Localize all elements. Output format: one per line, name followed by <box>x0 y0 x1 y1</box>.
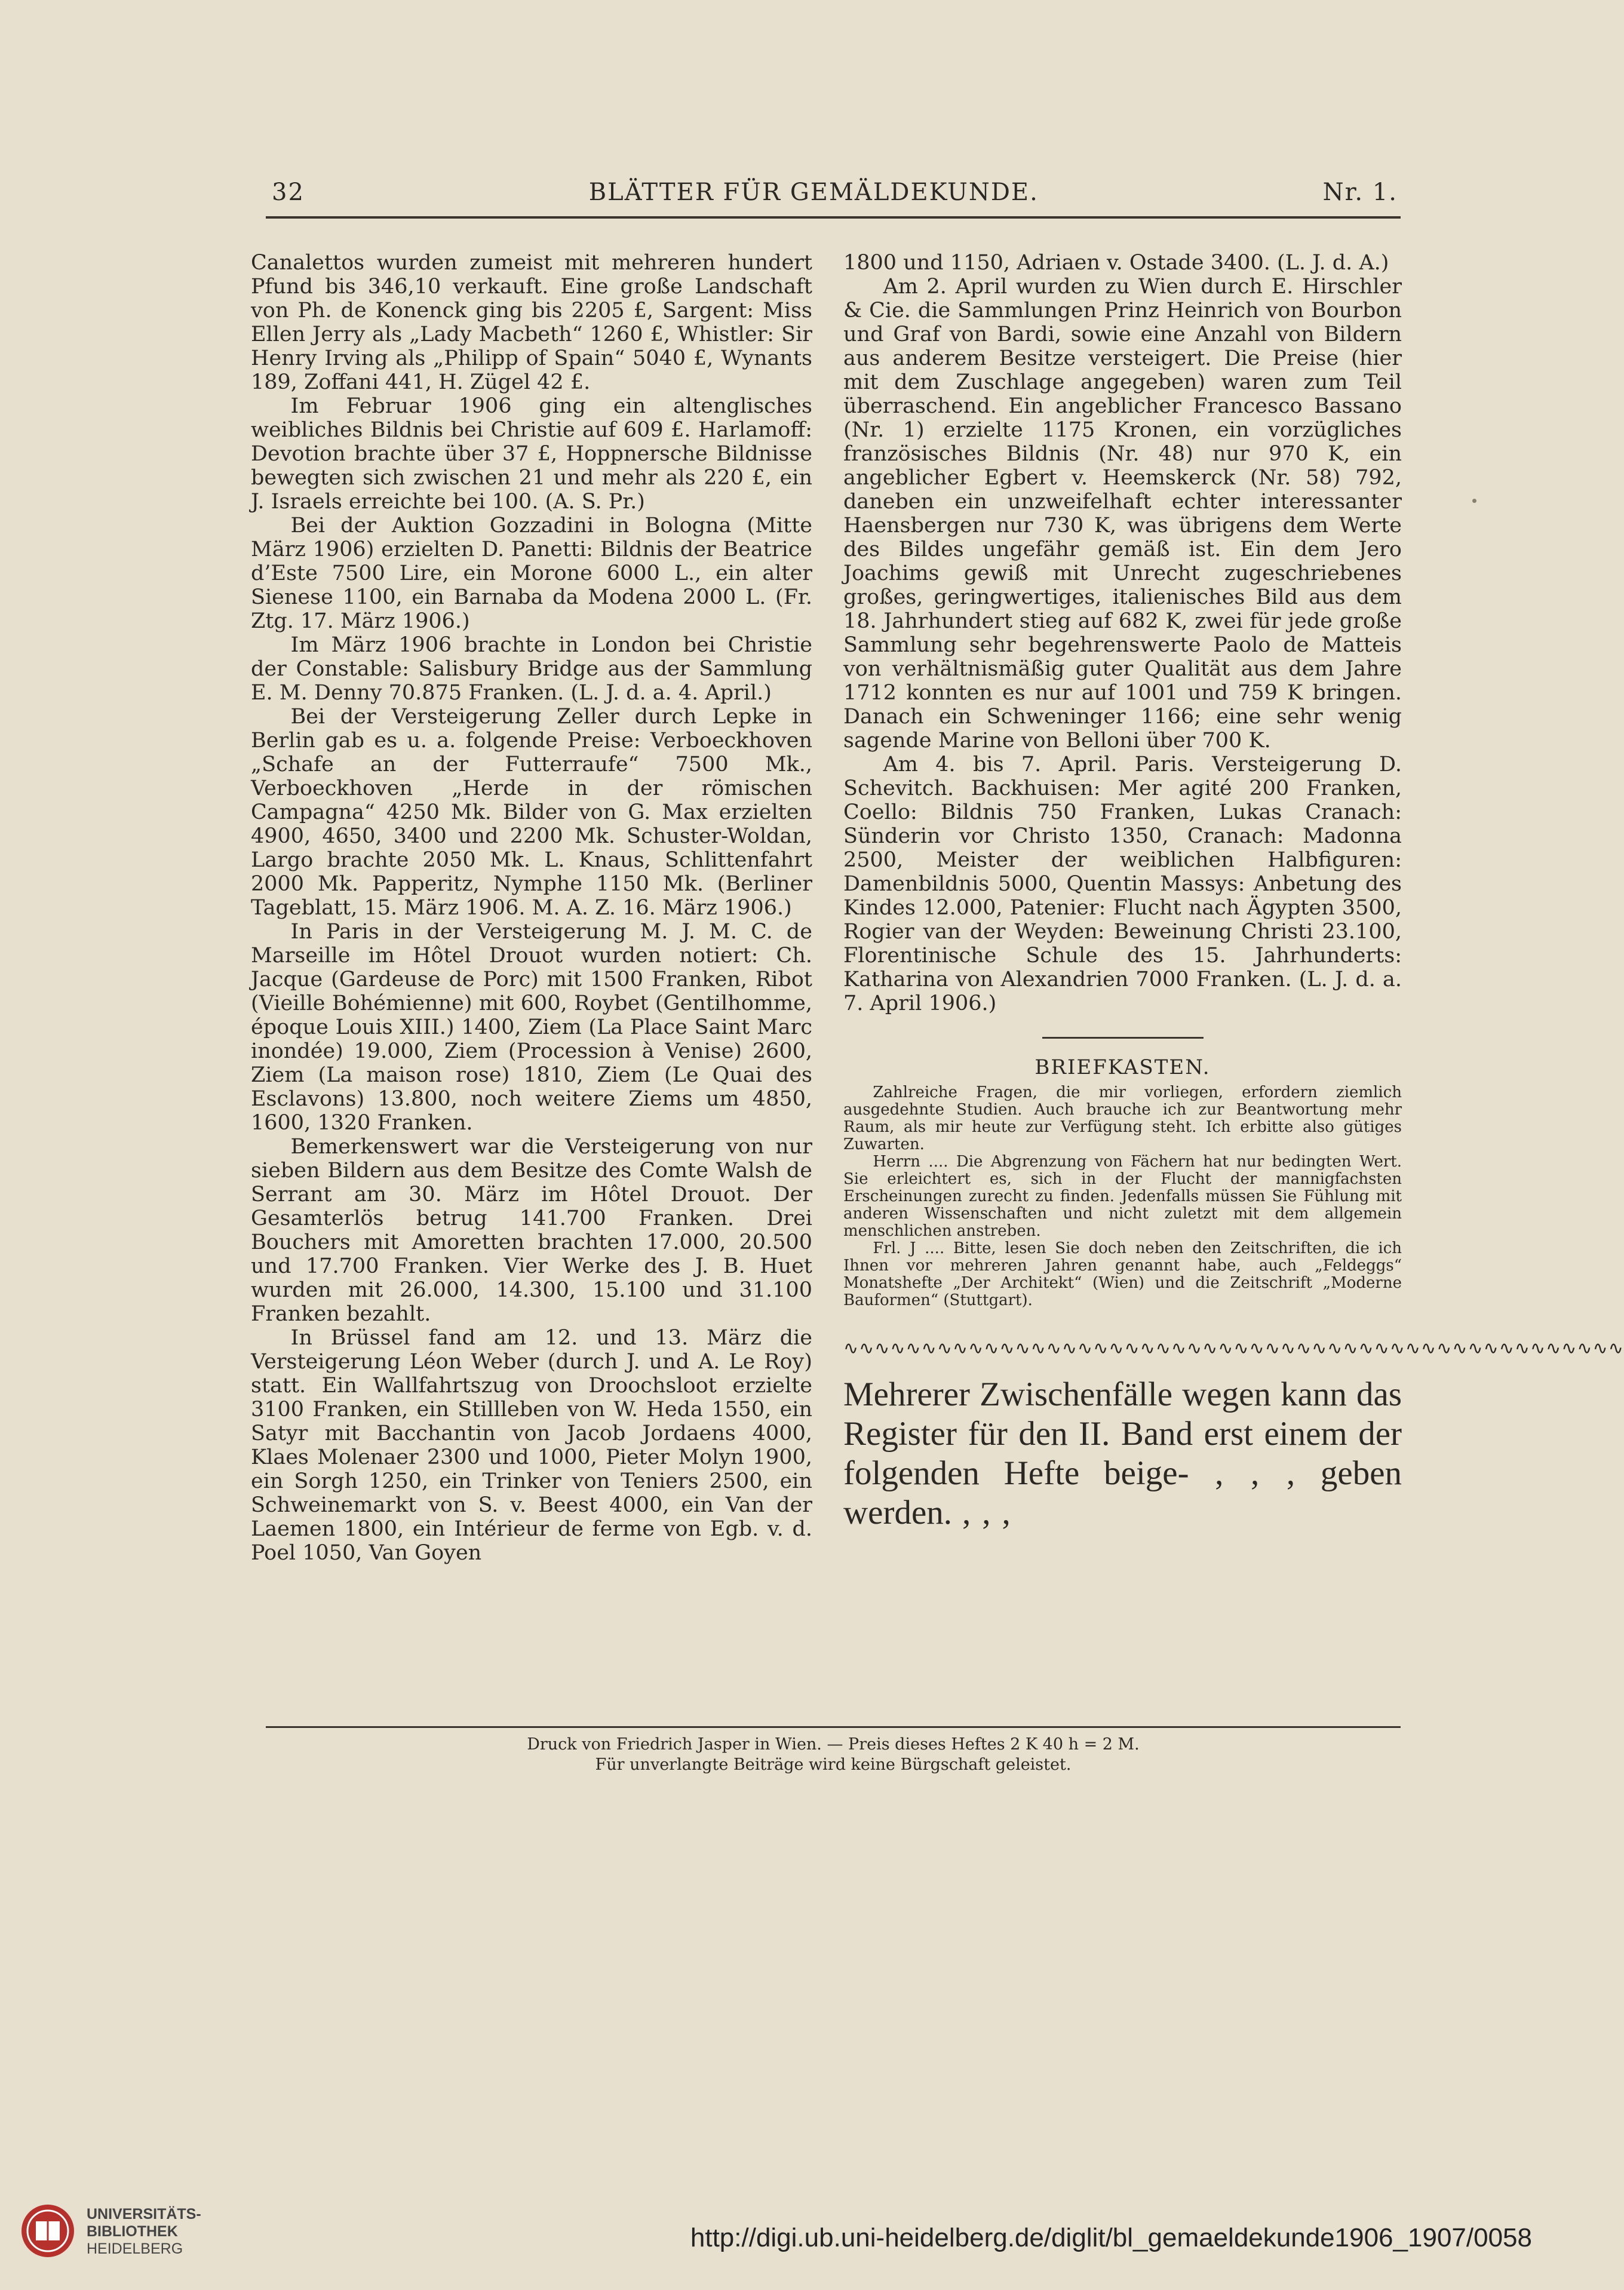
article-paragraph: Bei der Auktion Gozzadini in Bologna (Mitte März 1906) erzielten D. Panetti: Bildnis der Beatrice d’Este 7500 Lire, ein Morone 6000 L., ein alter Sienese 1100, ein Barnaba da Modena 2000 L. (Fr. Ztg. 17. März 1906.) <box>251 514 812 633</box>
briefkasten-paragraph: Frl. J .... Bitte, lesen Sie doch neben den Zeitschriften, die ich Ihnen vor mehreren Jahren genannt habe, auch „Feldeggs“ Monatshefte „Der Architekt“ (Wien) und die Zeitschrift „Moderne Bauformen“ (Stuttgart). <box>843 1239 1402 1309</box>
article-paragraph: In Paris in der Versteigerung M. J. M. C. de Marseille im Hôtel Drouot wurden notiert: Ch. Jacque (Gardeuse de Porc) mit 1500 Franken, Ribot (Vieille Bohémienne) mit 600, Roybet (Gentilhomme, époque Louis XIII.) 1400, Ziem (La Place Saint Marc inondée) 19.000, Ziem (Procession à Venise) 2600, Ziem (La maison rose) 1810, Ziem (Le Quai des Esclavons) 13.800, noch weitere Ziems um 4850, 1600, 1320 Franken. <box>251 920 812 1135</box>
left-column <box>251 251 812 1565</box>
section-divider <box>1042 1037 1204 1039</box>
library-logo <box>18 2201 215 2267</box>
journal-title: BLÄTTER FÜR GEMÄLDEKUNDE. <box>588 179 1039 206</box>
library-name-line: HEIDELBERG <box>87 2240 183 2257</box>
library-name <box>87 2206 201 2258</box>
article-paragraph: Bemerkenswert war die Versteigerung von nur sieben Bildern aus dem Besitze des Comte Walsh de Serrant am 30. März im Hôtel Drouot. Der Gesamterlös betrug 141.700 Franken. Drei Bouchers mit Amoretten brachten 17.000, 20.500 und 17.700 Franken. Vier Werke des J. B. Huet wurden mit 26.000, 14.300, 15.100 und 31.100 Franken bezahlt. <box>251 1135 812 1326</box>
article-paragraph: Am 2. April wurden zu Wien durch E. Hirschler & Cie. die Sammlungen Prinz Heinrich von Bourbon und Graf von Bardi, sowie eine Anzahl von Bildern aus anderem Besitze versteigert. Die Preise (hier mit dem Zuschlage angegeben) waren zum Teil überraschend. Ein angeblicher Francesco Bassano (Nr. 1) erzielte 1175 Kronen, ein vorzügliches französisches Bildnis (Nr. 48) nur 970 K, ein angeblicher Egbert v. Heemskerck (Nr. 58) 792, daneben ein unzweifelhaft echter interessanter Haensbergen nur 730 K, was übrigens dem Werte des Bildes ungefähr gemäß ist. Ein dem Jero Joachims gewiß mit Unrecht zugeschriebenes großes, geringwertiges, italienisches Bild aus dem 18. Jahrhundert stieg auf 682 K, zwei für jede große Sammlung sehr begehrenswerte Paolo de Matteis von verhältnismäßig guter Qualität aus dem Jahre 1712 konnten es nur auf 1001 und 759 K bringen. Danach ein Schweninger 1166; eine sehr wenig sagende Marine von Belloni über 700 K. <box>843 275 1402 753</box>
library-name-line: UNIVERSITÄTS- <box>87 2206 201 2223</box>
source-url[interactable]: http://digi.ub.uni-heidelberg.de/diglit/bl_gemaeldekunde1906_1907/0058 <box>690 2223 1532 2252</box>
header-rule <box>266 216 1401 219</box>
library-emblem-icon <box>18 2201 78 2261</box>
page-number: 32 <box>272 179 305 206</box>
register-notice: Mehrerer Zwischenfälle wegen kann das Register für den II. Band erst einem der folgenden Hefte beige- ‚ ‚ ‚ geben werden. ‚ ‚ ‚ <box>843 1376 1402 1531</box>
right-column <box>843 251 1624 1533</box>
library-name-line: BIBLIOTHEK <box>87 2223 178 2240</box>
imprint-line: Für unverlangte Beiträge wird keine Bürgschaft geleistet. <box>595 1755 1072 1774</box>
article-paragraph: Bei der Versteigerung Zeller durch Lepke in Berlin gab es u. a. folgende Preise: Verboeckhoven „Schafe an der Futterraufe“ 7500 Mk., Verboeckhoven „Herde in der römischen Campagna“ 4250 Mk. Bilder von G. Max erzielten 4900, 4650, 3400 und 2200 Mk. Schuster-Woldan, Largo brachte 2050 Mk. L. Knaus, Schlittenfahrt 2000 Mk. Papperitz, Nymphe 1150 Mk. (Berliner Tageblatt, 15. März 1906. M. A. Z. 16. März 1906.) <box>251 705 812 920</box>
article-paragraph: Canalettos wurden zumeist mit mehreren hundert Pfund bis 346,10 verkauft. Eine große Landschaft von Ph. de Konenck ging bis 2205 £, Sargent: Miss Ellen Jerry als „Lady Macbeth“ 1260 £, Whistler: Sir Henry Irving als „Philipp of Spain“ 5040 £, Wynants 189, Zoffani 441, H. Zügel 42 £. <box>251 251 812 394</box>
footer-rule <box>266 1726 1401 1728</box>
article-paragraph: Im Februar 1906 ging ein altenglisches weibliches Bildnis bei Christie auf 609 £. Harlamoff: Devotion brachte über 37 £, Hoppnersche Bildnisse bewegten sich zwischen 21 und mehr als 220 £, ein J. Israels erreichte bei 100. (A. S. Pr.) <box>251 394 812 514</box>
briefkasten-title: BRIEFKASTEN. <box>1034 1055 1211 1079</box>
running-header <box>272 174 1398 210</box>
article-paragraph: Im März 1906 brachte in London bei Christie der Constable: Salisbury Bridge aus der Sammlung E. M. Denny 70.875 Franken. (L. J. d. a. 4. April.) <box>251 633 812 705</box>
paper-speck <box>1472 499 1476 503</box>
issue-number: Nr. 1. <box>1322 179 1398 206</box>
briefkasten-paragraph: Zahlreiche Fragen, die mir vorliegen, erfordern ziemlich ausgedehnte Studien. Auch brauche ich zur Beantwortung mehr Raum, als mir heute zur Verfügung steht. Ich erbitte also gütiges Zuwarten. <box>843 1083 1402 1153</box>
imprint-line: Druck von Friedrich Jasper in Wien. — Preis dieses Heftes 2 K 40 h = 2 M. <box>527 1735 1140 1754</box>
ornamental-border: ∿∿∿∿∿∿∿∿∿∿∿∿∿∿∿∿∿∿∿∿∿∿∿∿∿∿∿∿∿∿∿∿∿∿∿∿∿∿∿∿∿∿∿∿∿∿∿∿∿∿ <box>843 1338 1624 1359</box>
imprint-footer <box>266 1735 1401 1775</box>
briefkasten-section <box>843 1055 1402 1309</box>
article-paragraph: In Brüssel fand am 12. und 13. März die Versteigerung Léon Weber (durch J. und A. Le Roy) statt. Ein Wallfahrtszug von Droochsloot erzielte 3100 Franken, ein Stillleben von W. Heda 1550, ein Satyr mit Bacchantin von Jacob Jordaens 4000, Klaes Molenaer 2300 und 1000, Pieter Molyn 1900, ein Sorgh 1250, ein Trinker von Teniers 2500, ein Schweinemarkt von S. v. Beest 4000, ein Van der Laemen 1800, ein Intérieur de ferme von Egb. v. d. Poel 1050, Van Goyen <box>251 1326 812 1565</box>
article-paragraph: 1800 und 1150, Adriaen v. Ostade 3400. (L. J. d. A.) <box>843 251 1389 275</box>
briefkasten-paragraph: Herrn .... Die Abgrenzung von Fächern hat nur bedingten Wert. Sie erleichtert es, sich in der Flucht der mannigfachsten Erscheinungen zurecht zu finden. Jedenfalls müssen Sie Fühlung mit anderen Wissenschaften und nicht zuletzt mit dem allgemein menschlichen anstreben. <box>843 1153 1402 1240</box>
article-paragraph: Am 4. bis 7. April. Paris. Versteigerung D. Schevitch. Backhuisen: Mer agité 200 Franken, Coello: Bildnis 750 Franken, Lukas Cranach: Sünderin vor Christo 1350, Cranach: Madonna 2500, Meister der weiblichen Halbfiguren: Damenbildnis 5000, Quentin Massys: Anbetung des Kindes 12.000, Patenier: Flucht nach Ägypten 3500, Rogier van der Weyden: Beweinung Christi 23.100, Florentinische Schule des 15. Jahrhunderts: Katharina von Alexandrien 7000 Franken. (L. J. d. a. 7. April 1906.) <box>843 753 1402 1015</box>
